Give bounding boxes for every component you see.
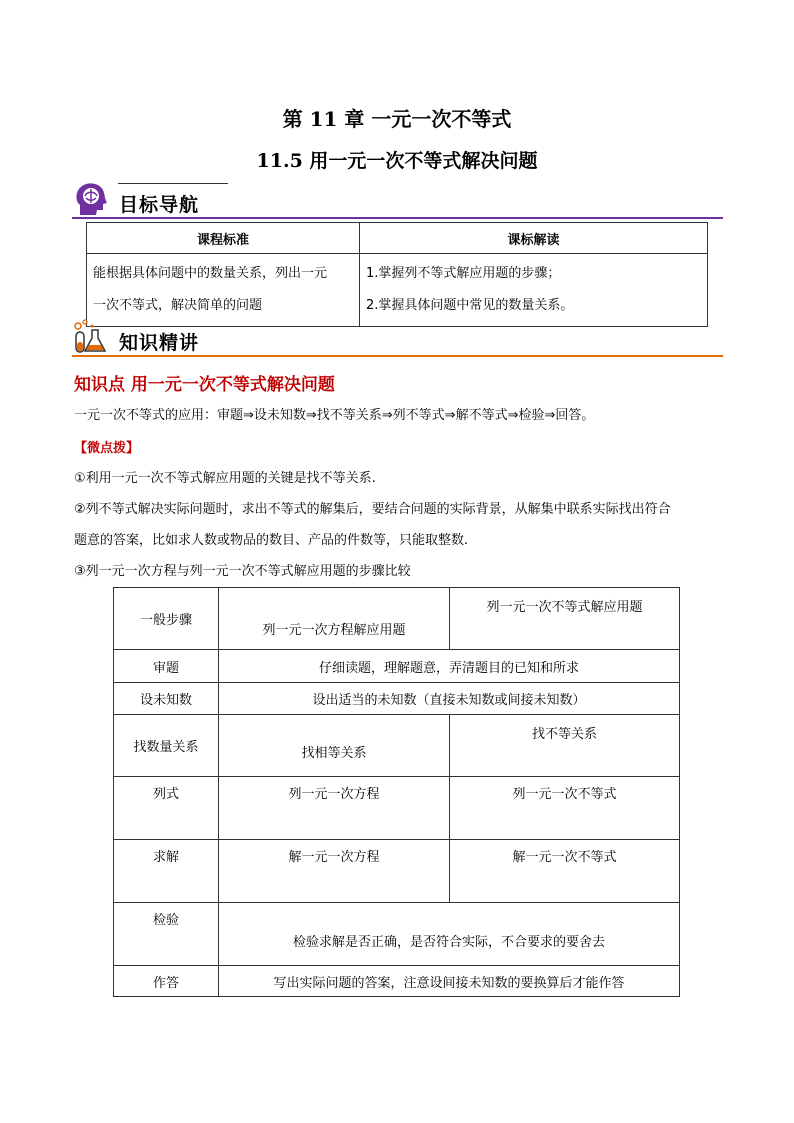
row-step: 检验 xyxy=(114,903,219,966)
row-step: 找数量关系 xyxy=(114,715,219,777)
section-heading-overline xyxy=(118,183,228,184)
section-title-knowledge: 知识精讲 xyxy=(119,332,200,354)
section-title-goal: 目标导航 xyxy=(119,194,200,216)
row-merged: 检验求解是否正确，是否符合实际，不合要求的要舍去 xyxy=(219,903,680,966)
row-step: 审题 xyxy=(114,650,219,683)
table-row xyxy=(114,683,680,715)
table-row xyxy=(114,966,680,997)
table-header-step: 一般步骤 xyxy=(114,588,219,650)
table-row xyxy=(114,903,680,966)
goal-table-standard-cell xyxy=(87,254,360,327)
table-header-inequality: 列一元一次不等式解应用题 xyxy=(450,588,680,650)
interpretation-line: 2.掌握具体问题中常见的数量关系。 xyxy=(366,298,574,313)
row-merged: 写出实际问题的答案，注意设间接未知数的要换算后才能作答 xyxy=(219,966,680,997)
row-step: 求解 xyxy=(114,840,219,903)
head-brain-icon xyxy=(72,181,110,219)
section-title: 11.5 用一元一次不等式解决问题 xyxy=(256,150,538,172)
row-step: 列式 xyxy=(114,777,219,840)
row-inequality: 找不等关系 xyxy=(450,715,680,777)
tip-line: 题意的答案，比如求人数或物品的数目、产品的件数等，只能取整数. xyxy=(74,533,469,548)
row-equation: 找相等关系 xyxy=(219,715,450,777)
table-row xyxy=(114,650,680,683)
tip-line: ②列不等式解决实际问题时，求出不等式的解集后，要结合问题的实际背景，从解集中联系实际找出符合 xyxy=(74,502,671,517)
row-merged: 设出适当的未知数（直接未知数或间接未知数） xyxy=(219,683,680,715)
table-row xyxy=(114,715,680,777)
tip-line: ①利用一元一次不等式解应用题的关键是找不等关系. xyxy=(74,471,376,486)
standard-line: 一次不等式，解决简单的问题 xyxy=(93,298,263,313)
lab-flask-icon xyxy=(72,318,110,356)
goal-table-header-standard: 课程标准 xyxy=(87,223,360,254)
table-header-equation: 列一元一次方程解应用题 xyxy=(219,588,450,650)
table-row xyxy=(114,840,680,903)
row-equation: 解一元一次方程 xyxy=(219,840,450,903)
section-divider-knowledge xyxy=(72,355,723,357)
tip-label: 【微点拨】 xyxy=(74,441,140,456)
goal-table-interpretation-cell xyxy=(360,254,708,327)
interpretation-line: 1.掌握列不等式解应用题的步骤； xyxy=(366,266,561,281)
row-inequality: 解一元一次不等式 xyxy=(450,840,680,903)
goal-table xyxy=(86,222,708,327)
steps-comparison-table xyxy=(113,587,680,997)
section-divider-goal xyxy=(72,217,723,219)
tip-line: ③列一元一次方程与列一元一次不等式解应用题的步骤比较 xyxy=(74,564,411,579)
chapter-title: 第 11 章 一元一次不等式 xyxy=(282,107,512,131)
row-step: 作答 xyxy=(114,966,219,997)
row-inequality: 列一元一次不等式 xyxy=(450,777,680,840)
knowledge-point-title: 知识点 用一元一次不等式解决问题 xyxy=(74,375,335,395)
table-row xyxy=(114,777,680,840)
row-step: 设未知数 xyxy=(114,683,219,715)
intro-paragraph: 一元一次不等式的应用：审题⇒设未知数⇒找不等关系⇒列不等式⇒解不等式⇒检验⇒回答。 xyxy=(74,408,595,423)
goal-table-header-interpretation: 课标解读 xyxy=(360,223,708,254)
row-merged: 仔细读题，理解题意，弄清题目的已知和所求 xyxy=(219,650,680,683)
row-equation: 列一元一次方程 xyxy=(219,777,450,840)
standard-line: 能根据具体问题中的数量关系，列出一元 xyxy=(93,266,328,281)
